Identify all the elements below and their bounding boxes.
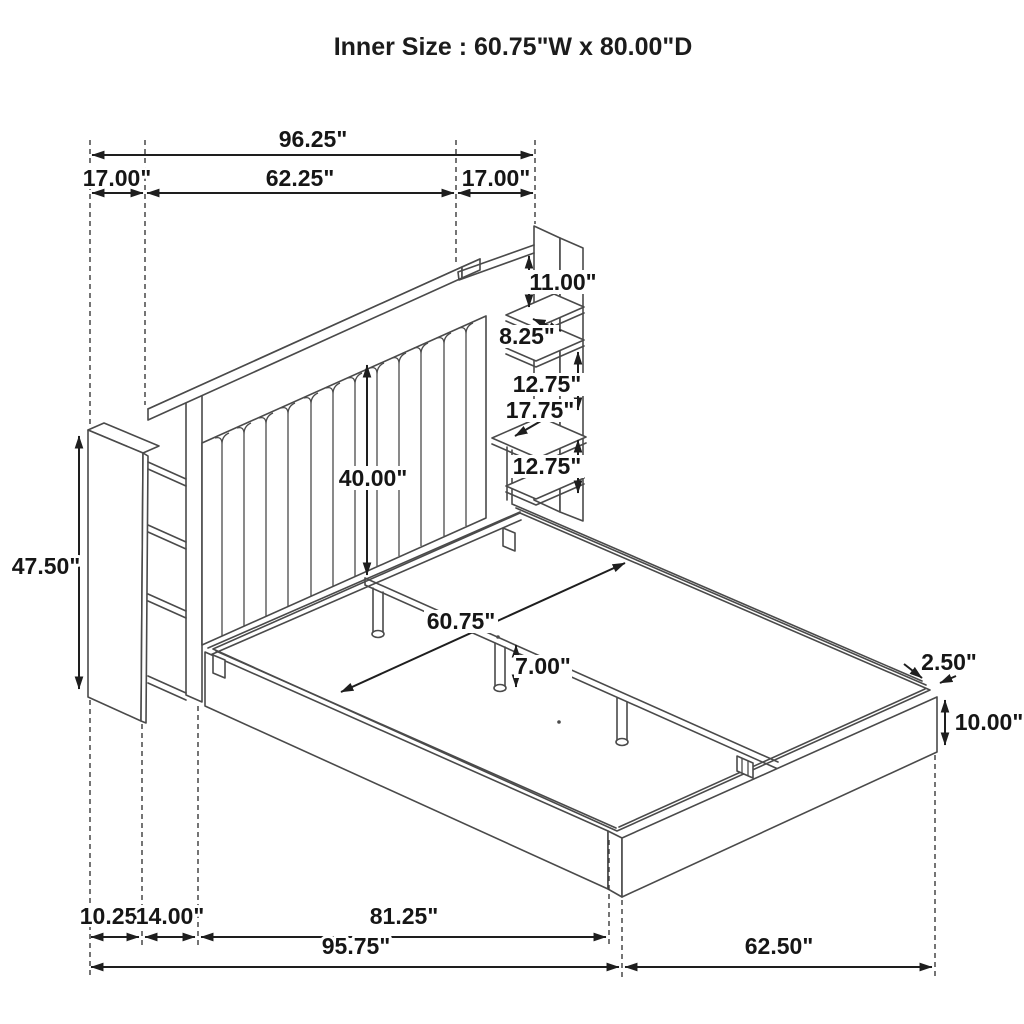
dim-inner-slat-width-label: 60.75" [426,608,496,634]
headboard-left-edge [186,395,202,702]
dim-rail-length-label: 81.25" [369,903,439,929]
left-pier [88,423,186,723]
rail-bracket [503,528,515,551]
leg-foot [616,739,628,746]
dim-headboard-height-label: 40.00" [338,465,408,491]
dim-pier-height-label: 47.50" [11,553,81,579]
dim-footboard-width-label: 62.50" [744,933,814,959]
dim-shelf-gap-lower-label: 12.75" [512,453,582,479]
leg-foot [372,631,384,638]
dim-rail-lip-label: 2.50" [921,649,977,675]
dim-rail-depth-label: 10.00" [954,709,1024,735]
dim-pier-shelf-depth-label: 14.00" [135,903,205,929]
left-pier-shelves [148,462,186,700]
rail-bracket [213,655,225,678]
dim-shelf-depth-mid-label: 17.75" [505,397,575,423]
dim-overall-depth-label: 95.75" [321,933,391,959]
dim-shelf-gap-upper-label: 12.75" [512,371,582,397]
dim-shelf-gap-top-label: 11.00" [529,269,597,295]
left-pier-panel-face [88,430,143,721]
dim-shelf-depth-small-label: 8.25" [499,323,555,349]
dim-left-pier-width-label: 17.00" [82,165,152,191]
dim-line-rail-lip-right [940,676,956,683]
leg-foot [494,685,506,692]
page-title: Inner Size : 60.75"W x 80.00"D [333,33,693,61]
dim-pier-panel-depth-label: 10.25" [79,903,149,929]
dim-leg-height-label: 7.00" [515,653,571,679]
corner-post [608,831,622,897]
dim-headboard-width-label: 62.25" [265,165,335,191]
dim-overall-width-label: 96.25" [278,126,348,152]
left-pier-panel-edge [141,453,148,723]
screw-dot [557,720,561,724]
dim-right-pier-width-label: 17.00" [461,165,531,191]
screw-dot [496,635,500,639]
